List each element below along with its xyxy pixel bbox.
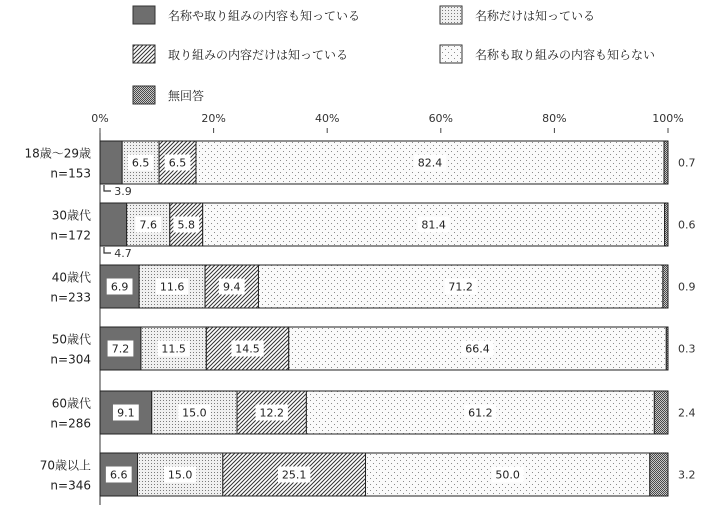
bar-segment-s5 [654, 391, 668, 434]
category-n-label: n=153 [50, 166, 91, 181]
data-label-no-answer: 2.4 [678, 406, 696, 420]
x-tick-label: 40% [314, 112, 340, 125]
data-label: 9.4 [223, 280, 241, 294]
category-label: 40歳代 [51, 270, 91, 285]
category-label: 60歳代 [51, 396, 91, 411]
data-label: 7.2 [111, 342, 130, 356]
data-label: 12.2 [259, 406, 284, 420]
legend-swatch-5 [133, 86, 155, 104]
legend-label-1: 名称や取り組みの内容も知っている [168, 9, 361, 23]
x-tick-label: 80% [542, 112, 567, 125]
data-label: 6.5 [131, 156, 150, 170]
bars-group [24, 141, 695, 496]
data-label: 5.8 [177, 218, 195, 232]
data-label: 71.2 [448, 280, 473, 294]
data-label-no-answer: 0.7 [678, 156, 696, 170]
data-label: 82.4 [417, 156, 443, 170]
bar-segment-s1 [100, 141, 122, 184]
x-tick-label: 100% [652, 112, 684, 125]
legend-swatch-3 [133, 45, 155, 63]
legend-swatch-2 [440, 6, 462, 24]
bar-segment-s5 [650, 453, 668, 496]
category-n-label: n=286 [50, 416, 91, 431]
legend-label-3: 取り組みの内容だけは知っている [168, 48, 349, 62]
data-label: 81.4 [421, 218, 446, 232]
category-label: 50歳代 [51, 332, 91, 347]
bar-segment-s5 [666, 327, 668, 370]
category-n-label: n=172 [50, 228, 91, 243]
data-label: 9.1 [117, 406, 135, 420]
bar-segment-s5 [665, 203, 668, 246]
data-label-no-answer: 3.2 [678, 468, 696, 482]
data-label: 50.0 [495, 468, 520, 482]
legend-label-4: 名称も取り組みの内容も知らない [475, 48, 656, 62]
data-label-no-answer: 0.3 [678, 342, 696, 356]
category-n-label: n=233 [50, 290, 91, 305]
x-tick-label: 20% [201, 112, 226, 125]
legend-swatch-4 [440, 45, 462, 63]
data-label: 25.1 [281, 468, 307, 482]
category-label: 18歳〜29歳 [24, 146, 91, 161]
category-label: 70歳以上 [39, 458, 91, 473]
legend-swatch-1 [133, 6, 155, 24]
legend [133, 6, 655, 104]
data-label: 14.5 [235, 342, 260, 356]
data-label: 15.0 [182, 406, 207, 420]
data-label: 66.4 [465, 342, 490, 356]
callout-line [104, 185, 111, 191]
data-label: 15.0 [167, 468, 193, 482]
data-label: 6.9 [110, 280, 129, 294]
legend-label-5: 無回答 [168, 89, 205, 103]
data-label: 61.2 [468, 406, 493, 420]
category-n-label: n=346 [50, 478, 91, 493]
data-label: 11.5 [161, 342, 186, 356]
category-n-label: n=304 [50, 352, 91, 367]
data-label: 6.6 [110, 468, 128, 482]
bar-segment-s5 [663, 265, 668, 308]
data-label: 6.5 [168, 156, 187, 170]
data-label: 11.6 [159, 280, 185, 294]
callout-line [104, 247, 111, 253]
data-label-callout: 3.9 [114, 185, 132, 198]
data-label-callout: 4.7 [114, 247, 132, 260]
category-label: 30歳代 [51, 208, 91, 223]
data-label-no-answer: 0.6 [678, 218, 696, 232]
bar-segment-s5 [664, 141, 668, 184]
legend-label-2: 名称だけは知っている [475, 9, 596, 23]
data-label: 7.6 [139, 218, 157, 232]
x-tick-label: 0% [91, 112, 109, 125]
x-tick-label: 60% [428, 112, 454, 125]
data-label-no-answer: 0.9 [678, 280, 696, 294]
bar-segment-s1 [100, 203, 127, 246]
